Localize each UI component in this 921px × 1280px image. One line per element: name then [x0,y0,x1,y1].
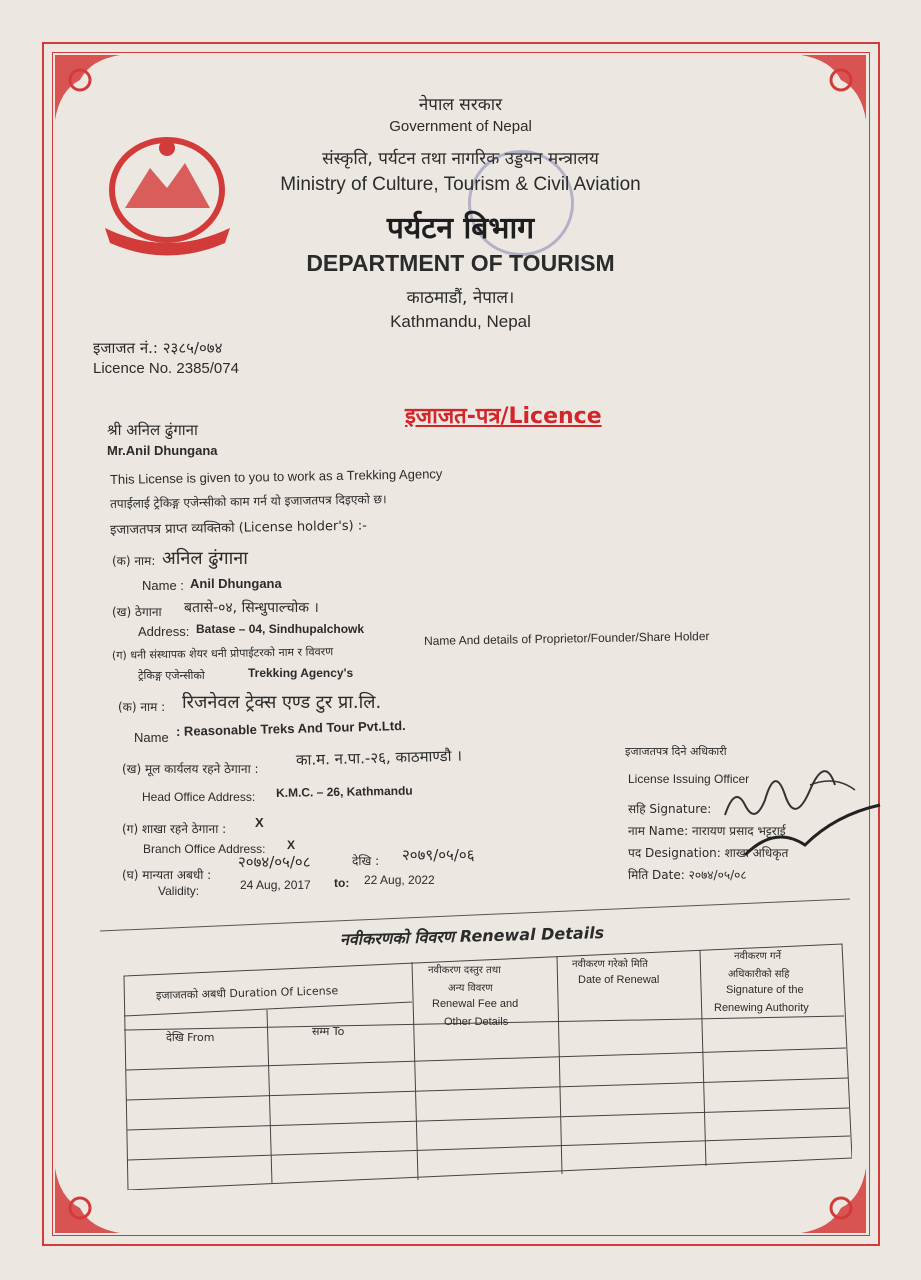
intro-line-3: इजाजतपत्र प्राप्त व्यक्तिको (License holder's) :- [109,518,368,538]
officer-heading-en: License Issuing Officer [628,772,750,786]
city-en: Kathmandu, Nepal [390,312,531,331]
holder-address-label-np: (ख) ठेगाना [112,605,162,619]
signature-scribble [715,745,890,875]
holder-name-label-en: Name : [142,578,184,593]
gov-en: Government of Nepal [389,118,532,135]
officer-signature-label: सहि Signature: [628,802,712,816]
gov-np: नेपाल सरकार [418,95,503,115]
validity-label-np: (घ) मान्यता अबधी : [122,868,212,882]
renewal-table [122,940,852,1190]
holder-name-label-np: (क) नाम: [112,554,156,568]
validity-label-en: Validity: [158,884,200,898]
col-date-np: नवीकरण गरेको मिति [572,959,648,970]
dept-en: DEPARTMENT OF TOURISM [306,250,615,276]
branch-value-np: X [255,815,264,830]
validity-to-label-np: देखि : [352,854,380,868]
ho-label-en: Head Office Address: [142,790,256,804]
agency-label-np: ट्रेकिङ्ग एजेन्सीको [138,669,205,682]
agency-name-label-np: (क) नाम : [118,700,166,714]
holder-address-label-en: Address: [138,624,190,639]
licence-title: इजाजत-पत्र/Licence [405,404,602,429]
validity-to-en: 22 Aug, 2022 [364,873,435,887]
col-duration: इजाजतको अबधी Duration Of License [155,984,339,1002]
renewal-title: नवीकरणको विवरण Renewal Details [339,923,605,949]
col-sig-en2: Renewing Authority [714,1002,809,1014]
agency-label-en: Trekking Agency's [248,666,354,680]
ho-label-np: (ख) मूल कार्यलय रहने ठेगाना : [122,762,259,776]
officer-heading-np: इजाजतपत्र दिने अधिकारी [625,745,727,758]
col-date-en: Date of Renewal [578,974,660,986]
validity-from-en: 24 Aug, 2017 [240,878,311,892]
ministry-en: Ministry of Culture, Tourism & Civil Aviation [280,174,641,195]
col-fee-en1: Renewal Fee and [432,998,519,1010]
dept-np: पर्यटन बिभाग [386,211,535,246]
col-sig-np2: अधिकारीको सहि [728,969,790,980]
recipient-np: श्री अनिल ढुंगाना [107,421,198,439]
intro-line-1: This License is given to you to work as a Trekking Agency [109,466,443,487]
col-fee-np2: अन्य विवरण [448,983,493,994]
validity-to-label-en: to: [334,876,350,890]
col-sig-np1: नवीकरण गर्ने [734,951,782,962]
col-fee-en2: Other Details [444,1016,509,1028]
proprietor-label-en: Name And details of Proprietor/Founder/Share Holder [423,629,710,648]
branch-value-en: X [287,838,296,852]
holder-address-value-np: बतासे-०४, सिन्धुपाल्चोक । [184,600,319,616]
recipient-en: Mr.Anil Dhungana [107,443,218,458]
licence-no-en: Licence No. 2385/074 [93,360,239,377]
agency-name-label-en: Name [134,730,169,745]
ho-value-np: का.म. न.पा.-२६, काठमाण्डौ । [295,746,463,769]
col-sig-en1: Signature of the [726,984,804,996]
branch-label-np: (ग) शाखा रहने ठेगाना : [122,822,227,836]
col-to: सम्म To [312,1025,345,1038]
branch-label-en: Branch Office Address: [143,842,266,856]
agency-name-value-np: रिजनेवल ट्रेक्स एण्ड टुर प्रा.लि. [182,692,382,713]
holder-address-value-en: Batase – 04, Sindhupalchowk [196,622,365,636]
officer-name-label: नाम Name: नारायण प्रसाद भट्टराई [628,824,786,838]
intro-line-2: तपाईलाई ट्रेकिङ्ग एजेन्सीको काम गर्न यो इजाजतपत्र दिइएको छ। [109,492,387,511]
ministry-np: संस्कृति, पर्यटन तथा नागरिक उड्डयन मन्त्रालय [322,149,599,169]
ho-value-en: K.M.C. – 26, Kathmandu [275,783,413,800]
col-from: देखि From [166,1031,215,1044]
validity-from-np: २०७४/०५/०८ [238,853,311,871]
officer-designation-label: पद Designation: शाखा अधिकृत [628,846,789,860]
officer-date-label: मिति Date: २०७४/०५/०८ [628,868,747,882]
holder-name-value-np: अनिल ढुंगाना [162,548,248,569]
col-fee-np1: नवीकरण दस्तुर तथा [428,965,501,976]
proprietor-label-np: (ग) धनी संस्थापक शेयर धनी प्रोपाईटरको नाम र विवरण [111,645,334,662]
validity-to-np: २०७९/०५/०६ [402,846,475,864]
agency-name-value-en: : Reasonable Treks And Tour Pvt.Ltd. [175,717,406,739]
city-np: काठमाडौं, नेपाल। [406,288,515,308]
holder-name-value-en: Anil Dhungana [190,576,282,591]
licence-no-np: इजाजत नं.: २३८५/०७४ [93,339,223,357]
